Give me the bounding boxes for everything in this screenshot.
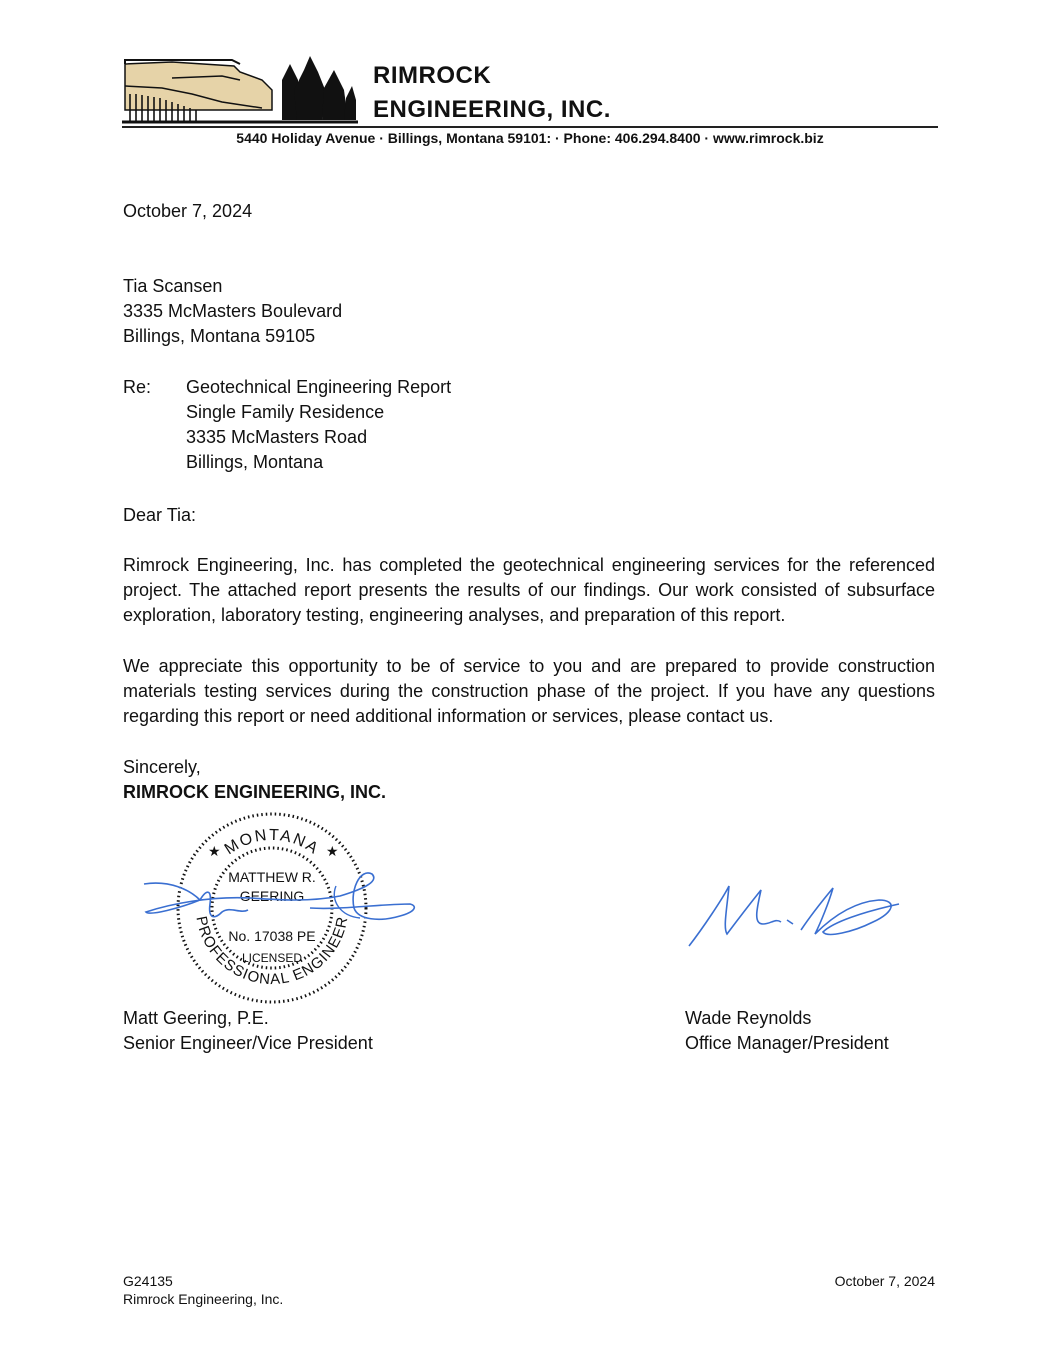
signatory-right [685, 1006, 889, 1056]
footer-company: Rimrock Engineering, Inc. [123, 1291, 284, 1307]
company-name-line1: RIMROCK [373, 62, 492, 89]
re-line: 3335 McMasters Road [186, 427, 368, 447]
recipient-name: Tia Scansen [123, 276, 223, 296]
recipient-street: 3335 McMasters Boulevard [123, 301, 343, 321]
re-line: Geotechnical Engineering Report [186, 377, 452, 397]
re-line: Single Family Residence [186, 402, 385, 422]
signatory-title: Office Manager/President [685, 1033, 889, 1053]
recipient-city: Billings, Montana 59105 [123, 326, 316, 346]
closing-company: RIMROCK ENGINEERING, INC. [123, 782, 387, 802]
re-line: Billings, Montana [186, 452, 324, 472]
company-name-line2: ENGINEERING, INC. [373, 96, 611, 123]
star-icon: ★ [208, 844, 221, 860]
header-divider [122, 126, 938, 128]
seal-licensed: LICENSED [241, 951, 303, 965]
footer-date: October 7, 2024 [834, 1273, 935, 1289]
signature-matt-geering [140, 860, 420, 940]
signatory-left [123, 1006, 373, 1056]
re-subject-block [186, 375, 451, 475]
rimrock-logo [122, 50, 358, 124]
signatory-title: Senior Engineer/Vice President [123, 1033, 373, 1053]
salutation: Dear Tia: [123, 505, 197, 525]
seal-license-number: No. 17038 PE [228, 928, 316, 944]
closing: Sincerely, [123, 757, 201, 777]
footer-left [123, 1272, 283, 1308]
body-paragraph-2: We appreciate this opportunity to be of service to you and are prepared to provide construction materials testing services during the construction phase of the project. If you have any questions regarding this report or need additional information or services, please contact us. [123, 656, 935, 726]
signatory-name: Matt Geering, P.E. [123, 1008, 269, 1028]
footer-project-number: G24135 [123, 1273, 173, 1289]
letterhead [0, 0, 1055, 150]
seal-name-line2: GEERING [239, 888, 305, 904]
recipient-block [123, 274, 342, 349]
re-label: Re: [123, 377, 152, 397]
seal-name-line1: MATTHEW R. [228, 869, 316, 885]
body-paragraph-1: Rimrock Engineering, Inc. has completed the geotechnical engineering services for the referenced project. The attached report presents the results of our findings. Our work consisted of subsurface exploration, laboratory testing, engineering analyses, and preparation of this report. [123, 555, 935, 625]
signatory-name: Wade Reynolds [685, 1008, 812, 1028]
star-icon: ★ [326, 844, 339, 860]
letter-date: October 7, 2024 [123, 201, 253, 221]
signature-wade-reynolds [683, 878, 903, 958]
seal-arc-bottom: PROFESSIONAL ENGINEER [192, 914, 352, 989]
seal-state: MONTANA [221, 826, 323, 859]
company-contact-line: 5440 Holiday Avenue · Billings, Montana 59101: · Phone: 406.294.8400 · www.rimrock.biz [236, 130, 824, 146]
